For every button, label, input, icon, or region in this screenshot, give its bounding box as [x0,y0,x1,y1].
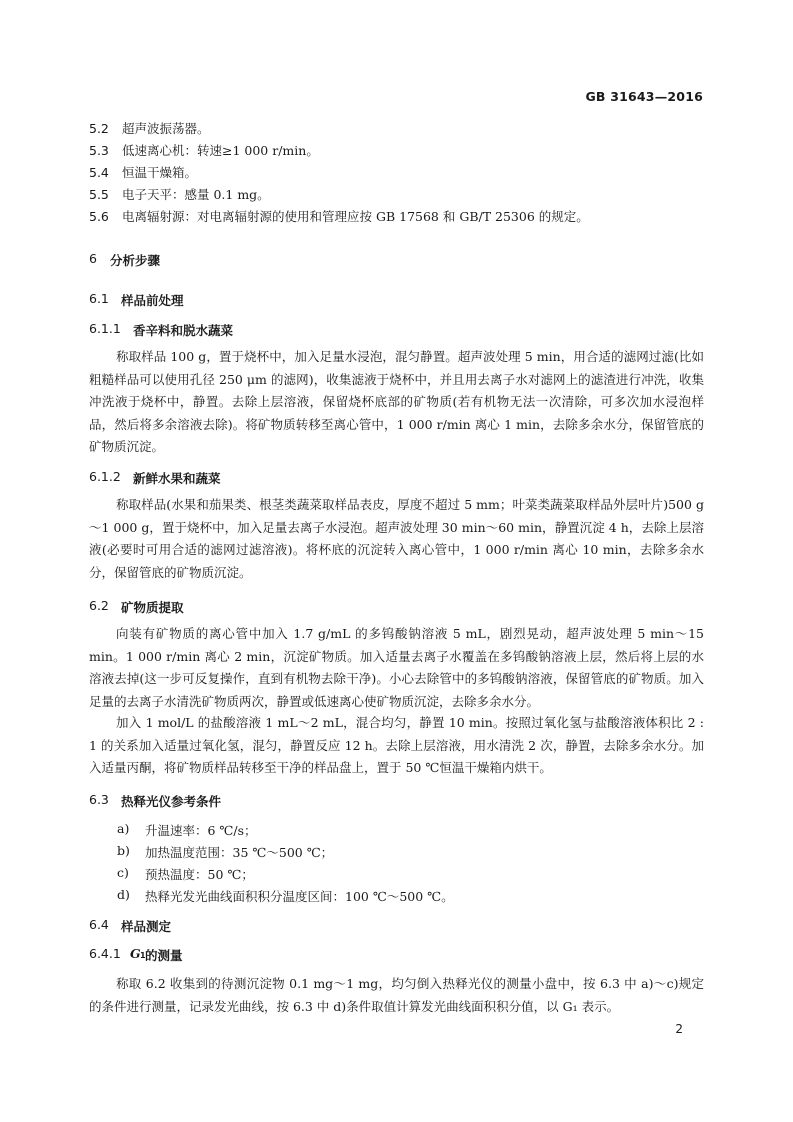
equipment-text: 超声波振荡器。 [122,121,210,136]
section-number: 6.1.1 [89,321,121,336]
equipment-num: 5.5 [89,187,109,202]
section-title-variable: G [130,946,141,961]
section-title: 样品前处理 [121,293,184,308]
equipment-num: 5.3 [89,143,109,158]
equipment-item [0,121,793,137]
equipment-item [0,209,793,225]
list-text: 热释光发光曲线面积积分温度区间：100 ℃～500 ℃。 [145,889,454,904]
equipment-text: 恒温干燥箱。 [122,165,198,180]
paragraph: 称取样品 100 g，置于烧杯中，加入足量水浸泡，混匀静置。超声波处理 5 min，用合适的滤网过滤(比如粗糙样品可以使用孔径 250 μm 的滤网)，收集滤液于烧杯中，并且用去离子水对滤网上的滤渣进行冲洗，收集冲洗液于烧杯中，静置。去除上层溶液，保留烧杯底部的矿物质(若有机物无法一次清除，可多次加水浸泡样品，然后将多余溶液去除)。将矿物质转移至离心管中，1 000 r/min 离心 1 min，去除多余水分，保留管底的矿物质沉淀。 [89,349,704,454]
list-label: b) [117,843,130,858]
paragraph: 称取 6.2 收集到的待测沉淀物 0.1 mg～1 mg，均匀倒入热释光仪的测量小盘中，按 6.3 中 a)～c)规定的条件进行测量，记录发光曲线，按 6.3 中 d)条件取值计算发光曲线面积积分值，以 G₁ 表示。 [89,976,704,1014]
standard-code: GB 31643—2016 [585,89,703,104]
list-label: a) [117,821,130,836]
equipment-item [0,165,793,181]
equipment-text: 电子天平：感量 0.1 mg。 [122,187,270,202]
equipment-item [0,143,793,159]
equipment-num: 5.4 [89,165,109,180]
list-text: 升温速率：6 ℃/s； [145,823,257,838]
section-number: 6.1.2 [89,469,121,484]
section-heading [0,598,793,614]
list-item [0,865,793,881]
equipment-num: 5.6 [89,209,109,224]
list-item [0,843,793,859]
subsection-heading [0,946,793,964]
equipment-text: 电离辐射源：对电离辐射源的使用和管理应按 GB 17568 和 GB/T 25306 的规定。 [122,209,589,224]
section-heading [0,792,793,808]
list-item [0,887,793,903]
paragraph: 加入 1 mol/L 的盐酸溶液 1 mL～2 mL，混合均匀，静置 10 min。按照过氧化氢与盐酸溶液体积比 2 : 1 的关系加入适量过氧化氢，混匀，静置反应 12 h。去除上层溶液，用水清洗 2 次，静置，去除多余水分。加入适量丙酮，将矿物质样品转移至干净的样品盘上，置于 50 ℃恒温干燥箱内烘干。 [89,715,704,775]
list-label: c) [117,865,129,880]
page-number: 2 [675,1022,683,1036]
section-title-subscript: 1 [140,951,146,960]
equipment-num: 5.2 [89,121,109,136]
equipment-item [0,187,793,203]
section-number: 6 [89,251,97,266]
section-title: 矿物质提取 [121,600,184,615]
section-number: 6.2 [89,598,109,613]
subsection-heading [0,469,793,485]
section-title: 新鲜水果和蔬菜 [133,471,221,486]
equipment-text: 低速离心机：转速≥1 000 r/min。 [122,143,319,158]
section-title: 香辛料和脱水蔬菜 [133,323,234,338]
section-number: 6.3 [89,792,109,807]
subsection-heading [0,321,793,337]
list-text: 加热温度范围：35 ℃～500 ℃； [145,845,334,860]
paragraph: 向装有矿物质的离心管中加入 1.7 g/mL 的多钨酸钠溶液 5 mL，剧烈晃动，超声波处理 5 min～15 min。1 000 r/min 离心 2 min，沉淀矿物质。加入适量去离子水覆盖在多钨酸钠溶液上层，然后将上层的水溶液去掉(这一步可反复操作，直到有机物去除干净)。小心去除管中的多钨酸钠溶液，保留管底的矿物质。加入足量的去离子水清洗矿物质两次，静置或低速离心使矿物质沉淀，去除多余水分。 [89,626,704,709]
section-title: 分析步骤 [110,253,161,268]
section-number: 6.1 [89,291,109,306]
section-heading [0,291,793,307]
list-label: d) [117,887,130,902]
section-number: 6.4 [89,917,109,932]
section-heading [0,917,793,933]
section-number: 6.4.1 [89,946,121,961]
list-text: 预热温度：50 ℃； [145,867,254,882]
section-heading [0,251,793,267]
list-item [0,821,793,837]
section-title: 样品测定 [121,919,172,934]
section-title: 热释光仪参考条件 [121,794,222,809]
paragraph: 称取样品(水果和茄果类、根茎类蔬菜取样品表皮，厚度不超过 5 mm；叶菜类蔬菜取样品外层叶片)500 g～1 000 g，置于烧杯中，加入足量去离子水浸泡。超声波处理 30 min～60 min，静置沉淀 4 h，去除上层溶液(必要时可用合适的滤网过滤溶液)。将杯底的沉淀转入离心管中，1 000 r/min 离心 10 min，去除多余水分，保留管底的矿物质沉淀。 [89,497,704,580]
section-title: 的测量 [145,948,183,963]
